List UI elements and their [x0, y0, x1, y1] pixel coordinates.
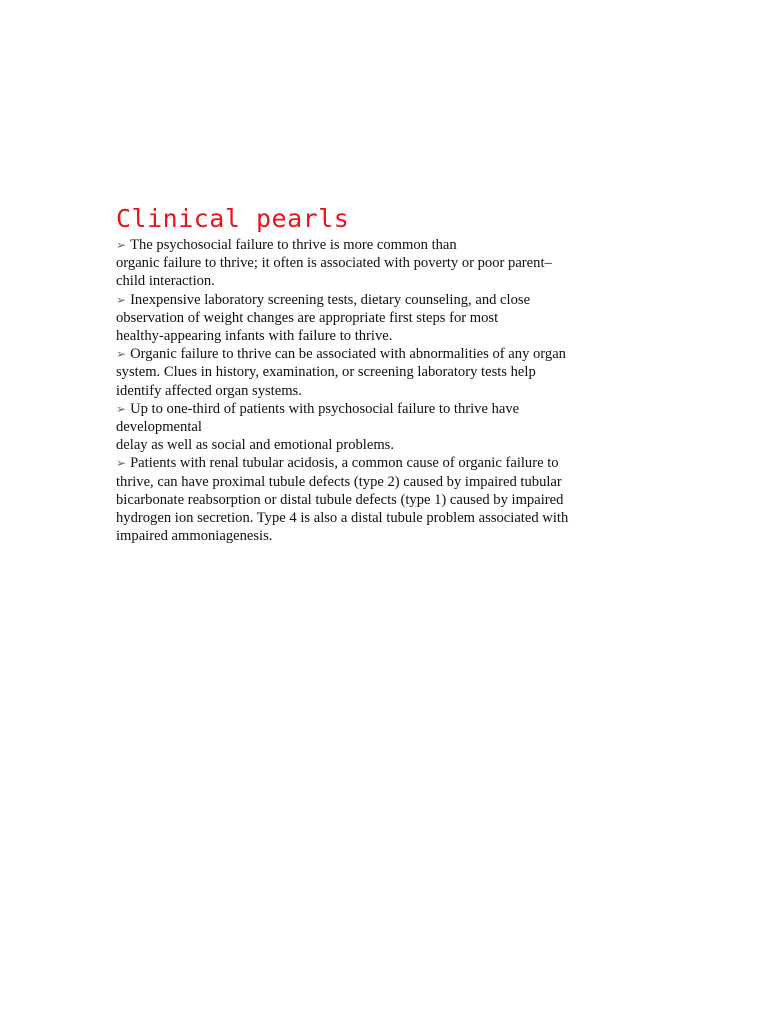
text-line: healthy-appearing infants with failure to thrive.	[116, 328, 393, 345]
text-line: bicarbonate reabsorption or distal tubule defects (type 1) caused by impaired	[116, 491, 564, 508]
text-line: observation of weight changes are appropriate first steps for most	[116, 309, 499, 326]
text-line: ➢ Up to one-third of patients with psychosocial failure to thrive have	[116, 400, 520, 417]
text-line: child interaction.	[116, 273, 215, 290]
arrow-bullet-icon: ➢	[116, 347, 127, 362]
text-line: developmental	[116, 419, 202, 436]
text-line: ➢ Inexpensive laboratory screening tests, dietary counseling, and close	[116, 291, 531, 308]
content-block	[116, 202, 646, 545]
text-line: ➢ Patients with renal tubular acidosis, a common cause of organic failure to	[116, 455, 559, 472]
text-line: ➢ The psychosocial failure to thrive is more common than	[116, 237, 457, 253]
arrow-bullet-icon: ➢	[116, 401, 127, 416]
pearls-list	[116, 236, 646, 545]
text-line: thrive, can have proximal tubule defects (type 2) caused by impaired tubular	[116, 473, 562, 490]
text-line: organic failure to thrive; it often is associated with poverty or poor parent–	[116, 255, 552, 272]
arrow-bullet-icon: ➢	[116, 238, 127, 252]
arrow-bullet-icon: ➢	[116, 292, 127, 307]
text-line: hydrogen ion secretion. Type 4 is also a distal tubule problem associated with	[116, 510, 569, 527]
arrow-bullet-icon: ➢	[116, 456, 127, 471]
text-line: ➢ Organic failure to thrive can be associated with abnormalities of any organ	[116, 346, 566, 363]
text-line: identify affected organ systems.	[116, 382, 302, 399]
page-title: Clinical pearls	[116, 204, 350, 233]
text-line: system. Clues in history, examination, or screening laboratory tests help	[116, 364, 536, 381]
text-line: impaired ammoniagenesis.	[116, 528, 273, 545]
text-line: delay as well as social and emotional problems.	[116, 437, 395, 454]
